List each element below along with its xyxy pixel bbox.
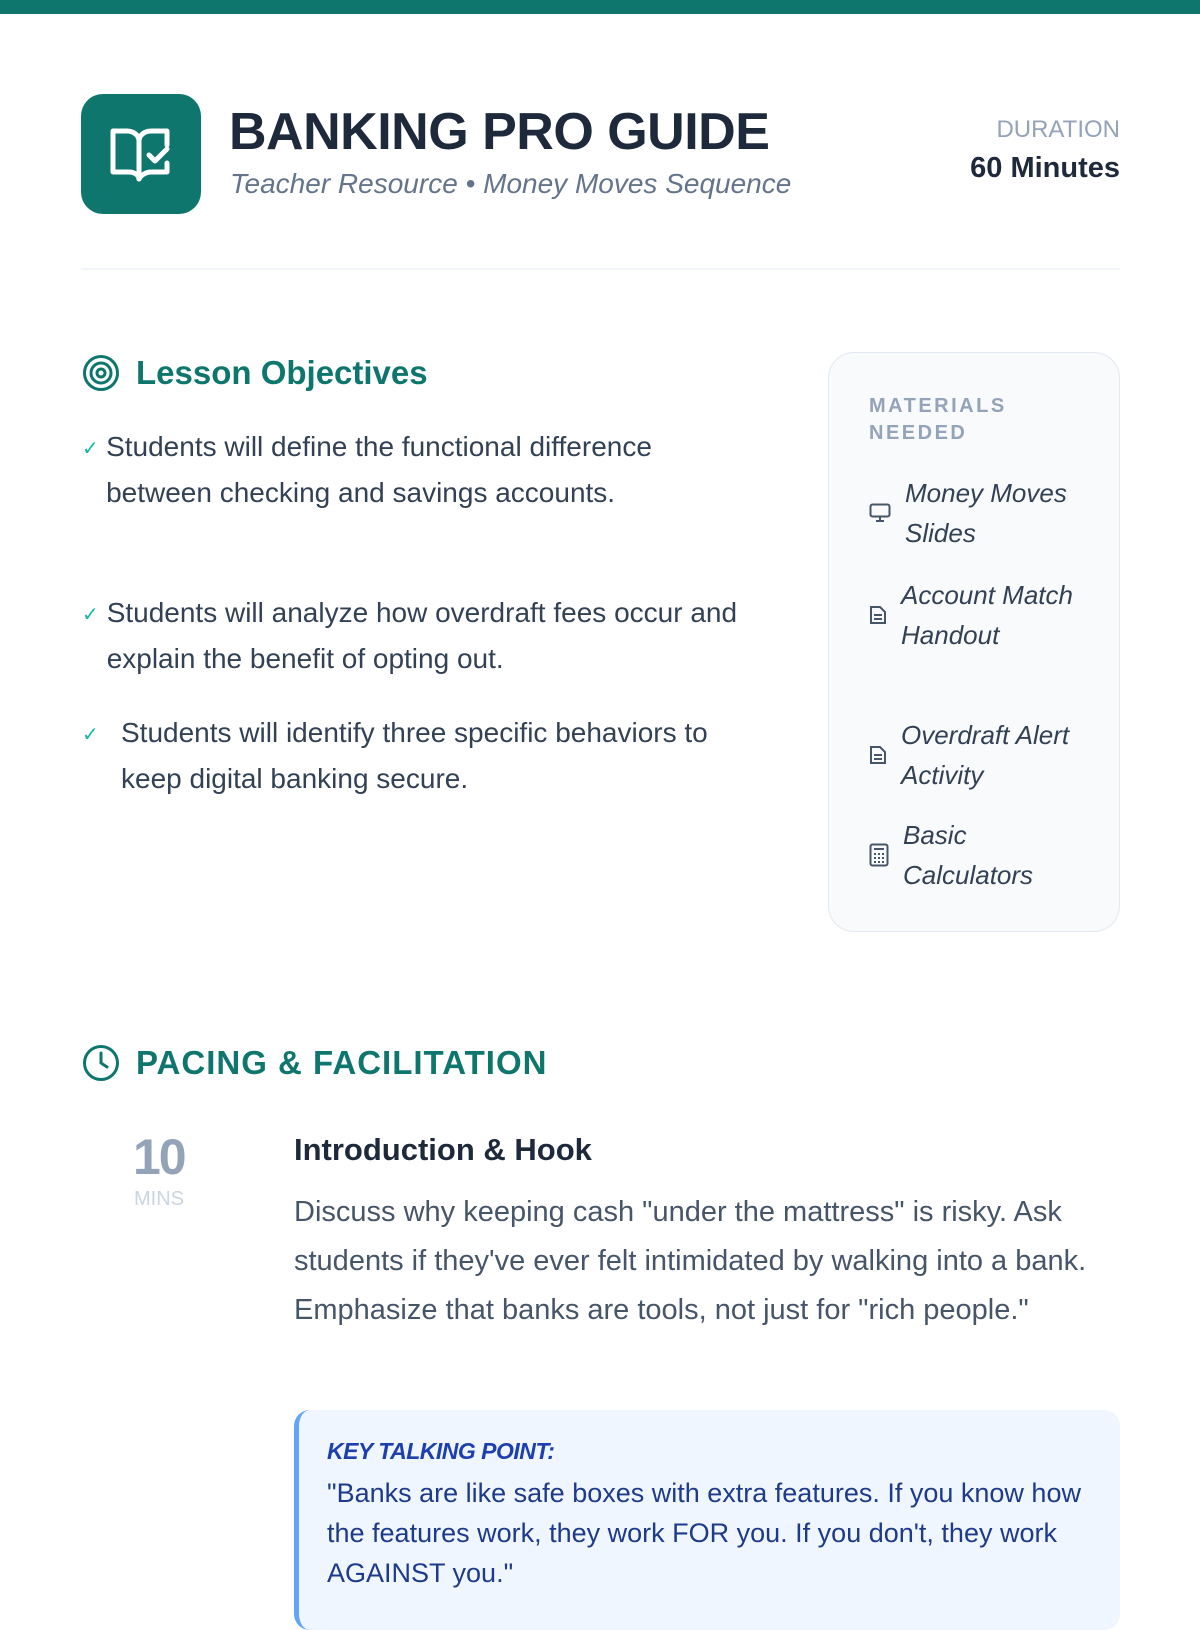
step-minutes: 10 bbox=[133, 1129, 185, 1185]
objectives-heading bbox=[82, 354, 428, 392]
material-label: Account Match Handout bbox=[901, 580, 1073, 650]
material-item bbox=[869, 815, 1093, 895]
monitor-icon bbox=[869, 503, 891, 523]
document-icon bbox=[869, 605, 887, 625]
clock-icon bbox=[82, 1044, 120, 1082]
check-icon: ✓ bbox=[82, 438, 99, 460]
objectives-title: Lesson Objectives bbox=[136, 354, 428, 391]
objective-item bbox=[82, 710, 762, 802]
material-label: Money Moves Slides bbox=[905, 478, 1067, 548]
check-icon: ✓ bbox=[82, 724, 99, 746]
material-item bbox=[869, 575, 1091, 655]
callout-label: KEY TALKING POINT: bbox=[327, 1438, 555, 1464]
pacing-title: PACING & FACILITATION bbox=[136, 1044, 548, 1081]
callout-text: "Banks are like safe boxes with extra features. If you know how the features work, they work FOR you. If you don't, they work AGAINST you." bbox=[327, 1478, 1081, 1588]
logo bbox=[81, 94, 201, 214]
page-title: BANKING PRO GUIDE bbox=[229, 103, 770, 161]
pacing-heading bbox=[82, 1044, 547, 1082]
objective-text: Students will define the functional difference between checking and savings accounts. bbox=[106, 431, 652, 508]
objective-item bbox=[82, 590, 762, 682]
material-label: Basic Calculators bbox=[903, 820, 1034, 890]
page-subtitle: Teacher Resource • Money Moves Sequence bbox=[230, 168, 792, 199]
calculator-icon bbox=[869, 843, 889, 867]
target-icon bbox=[82, 354, 120, 392]
check-icon: ✓ bbox=[82, 604, 99, 626]
duration-label: DURATION bbox=[996, 116, 1120, 143]
document-icon bbox=[869, 745, 887, 765]
material-item bbox=[869, 715, 1091, 795]
material-item bbox=[869, 473, 1095, 553]
step-minutes-unit: MINS bbox=[134, 1188, 184, 1210]
top-accent-bar bbox=[0, 0, 1200, 14]
book-check-icon bbox=[109, 125, 173, 183]
duration-value: 60 Minutes bbox=[970, 152, 1120, 184]
material-label: Overdraft Alert Activity bbox=[901, 720, 1070, 790]
step-description: Discuss why keeping cash "under the mattress" is risky. Ask students if they've ever felt intimidated by walking into a bank. Emphasize that banks are tools, not just for "rich people." bbox=[294, 1196, 1087, 1326]
objective-item bbox=[82, 424, 762, 516]
materials-label: MATERIALS NEEDED bbox=[869, 395, 1007, 444]
step-title: Introduction & Hook bbox=[294, 1132, 592, 1167]
objective-text: Students will analyze how overdraft fees occur and explain the benefit of opting out. bbox=[106, 597, 738, 674]
key-talking-point-callout bbox=[294, 1410, 1120, 1630]
objective-text: Students will identify three specific behaviors to keep digital banking secure. bbox=[121, 717, 708, 794]
materials-panel bbox=[828, 352, 1120, 932]
header-divider bbox=[81, 268, 1120, 270]
